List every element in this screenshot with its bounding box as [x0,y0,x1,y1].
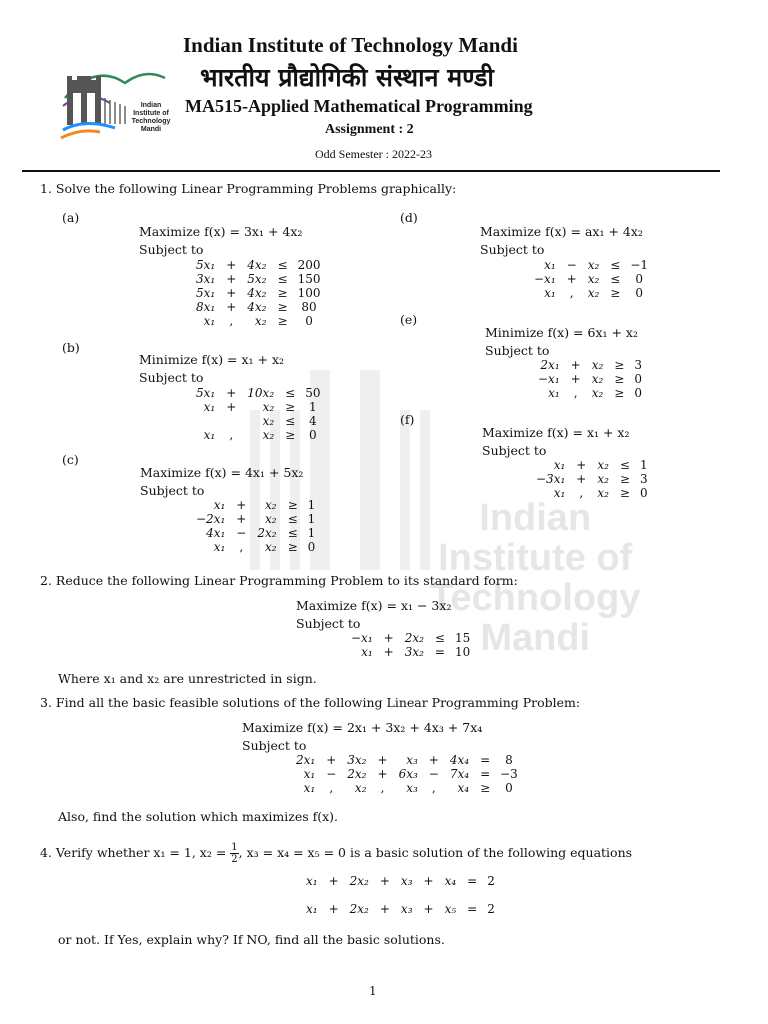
question-3: 3. Find all the basic feasible solutions of the following Linear Programming Problem: [40,695,581,710]
watermark: Indian Institute of Technology Mandi [430,497,641,659]
fraction-half: $\frac{1}{2}$ [231,842,238,865]
q3-constraints [290,753,523,795]
equation-row: x₁ + 2x₂ + x₃ + x₅ = 2 [306,902,495,916]
institute-name: Indian Institute of Technology Mandi [183,33,518,57]
part-c-subject: Subject to [140,483,205,498]
constraint-row: −3x₁ + x₂ ≥ 3 [536,472,648,486]
part-a-objective: Maximize f(x) = 3x₁ + 4x₂ [139,224,303,239]
constraint-row: 2x₁ + x₂ ≥ 3 [540,358,642,372]
equation-row: x₁ + 2x₂ + x₃ + x₄ = 2 [306,874,495,888]
part-e-objective: Minimize f(x) = 6x₁ + x₂ [485,325,638,340]
constraint-row: 3x₁ + 5x₂ ≤ 150 [196,272,321,286]
part-d-objective: Maximize f(x) = ax₁ + 4x₂ [480,224,643,239]
constraint-row: x₁ + 3x₂ = 10 [361,645,471,659]
part-d-label: (d) [400,210,418,225]
q4-equation-2 [300,902,500,916]
constraint-row: x₁ , x₂ ≥ 0 [203,314,313,328]
constraint-row: x₁ , x₂ ≥ 0 [544,286,644,300]
part-a-label: (a) [62,210,80,225]
q3-subject: Subject to [242,738,307,753]
q3-objective: Maximize f(x) = 2x₁ + 3x₂ + 4x₃ + 7x₄ [242,720,483,735]
part-d-subject: Subject to [480,242,545,257]
question-1: 1. Solve the following Linear Programming Problems graphically: [40,181,457,196]
constraint-row: 5x₁ + 4x₂ ≤ 200 [196,258,321,272]
q2-note: Where x₁ and x₂ are unrestricted in sign. [58,671,317,686]
q2-subject: Subject to [296,616,361,631]
part-f-label: (f) [400,412,415,427]
constraint-row: x₁ , x₂ , x₃ , x₄ ≥ 0 [303,781,513,795]
constraint-row: x₁ , x₂ ≥ 0 [213,540,316,554]
assignment-title: Assignment : 2 [325,122,414,137]
constraint-row: x₂ ≤ 4 [262,414,317,428]
part-b-objective: Minimize f(x) = x₁ + x₂ [139,352,285,367]
part-d-constraints [528,258,653,300]
part-c-label: (c) [62,452,79,467]
part-e-subject: Subject to [485,343,550,358]
constraint-row: x₁ + x₂ ≥ 1 [203,400,317,414]
semester-label: Odd Semester : 2022-23 [315,147,432,161]
constraint-row: x₁ , x₂ ≥ 0 [203,428,317,442]
q4-equation-1 [300,874,500,888]
constraint-row: −2x₁ + x₂ ≤ 1 [196,512,316,526]
part-c-objective: Maximize f(x) = 4x₁ + 5x₂ [140,465,304,480]
part-f-constraints [530,458,653,500]
part-b-subject: Subject to [139,370,204,385]
part-b-label: (b) [62,340,80,355]
constraint-row: −x₁ + 2x₂ ≤ 15 [351,631,471,645]
constraint-row: 8x₁ + 4x₂ ≥ 80 [196,300,317,314]
constraint-row: 5x₁ + 10x₂ ≤ 50 [196,386,321,400]
part-a-constraints [190,258,325,328]
logo-text: Indian Institute of Technology Mandi [131,102,171,133]
constraint-row: x₁ + x₂ ≥ 1 [213,498,316,512]
institute-logo [55,58,170,148]
part-b-constraints [190,386,325,442]
constraint-row: x₁ , x₂ ≥ 0 [553,486,648,500]
part-f-objective: Maximize f(x) = x₁ + x₂ [482,425,630,440]
constraint-row: 2x₁ + 3x₂ + x₃ + 4x₄ = 8 [296,753,513,767]
constraint-row: 5x₁ + 4x₂ ≥ 100 [196,286,321,300]
course-title: MA515-Applied Mathematical Programming [185,96,533,116]
page-number: 1 [369,984,377,998]
constraint-row: x₁ + x₂ ≤ 1 [553,458,648,472]
constraint-row: 4x₁ − 2x₂ ≤ 1 [206,526,316,540]
part-a-subject: Subject to [139,242,204,257]
q2-objective: Maximize f(x) = x₁ − 3x₂ [296,598,452,613]
constraint-row: −x₁ + x₂ ≥ 0 [538,372,642,386]
q4-note: or not. If Yes, explain why? If NO, find all the basic solutions. [58,932,445,947]
header-divider [22,170,720,172]
q2-constraints [345,631,475,659]
q3-note: Also, find the solution which maximizes f(x). [58,809,339,824]
constraint-row: x₁ , x₂ ≥ 0 [548,386,642,400]
constraint-row: x₁ − 2x₂ + 6x₃ − 7x₄ = −3 [303,767,518,781]
part-c-constraints [190,498,320,554]
institute-name-hindi: भारतीय प्रौद्योगिकी संस्थान मण्डी [200,63,494,92]
part-e-label: (e) [400,312,418,327]
part-f-subject: Subject to [482,443,547,458]
question-4: 4. Verify whether x₁ = 1, x₂ = $\frac{1}{2}$ , x₃ = x₄ = x₅ = 0 is a basic solution of the following equations [40,842,633,865]
constraint-row: x₁ − x₂ ≤ −1 [544,258,649,272]
constraint-row: −x₁ + x₂ ≤ 0 [534,272,644,286]
part-e-constraints [532,358,647,400]
question-2: 2. Reduce the following Linear Programming Problem to its standard form: [40,573,518,588]
